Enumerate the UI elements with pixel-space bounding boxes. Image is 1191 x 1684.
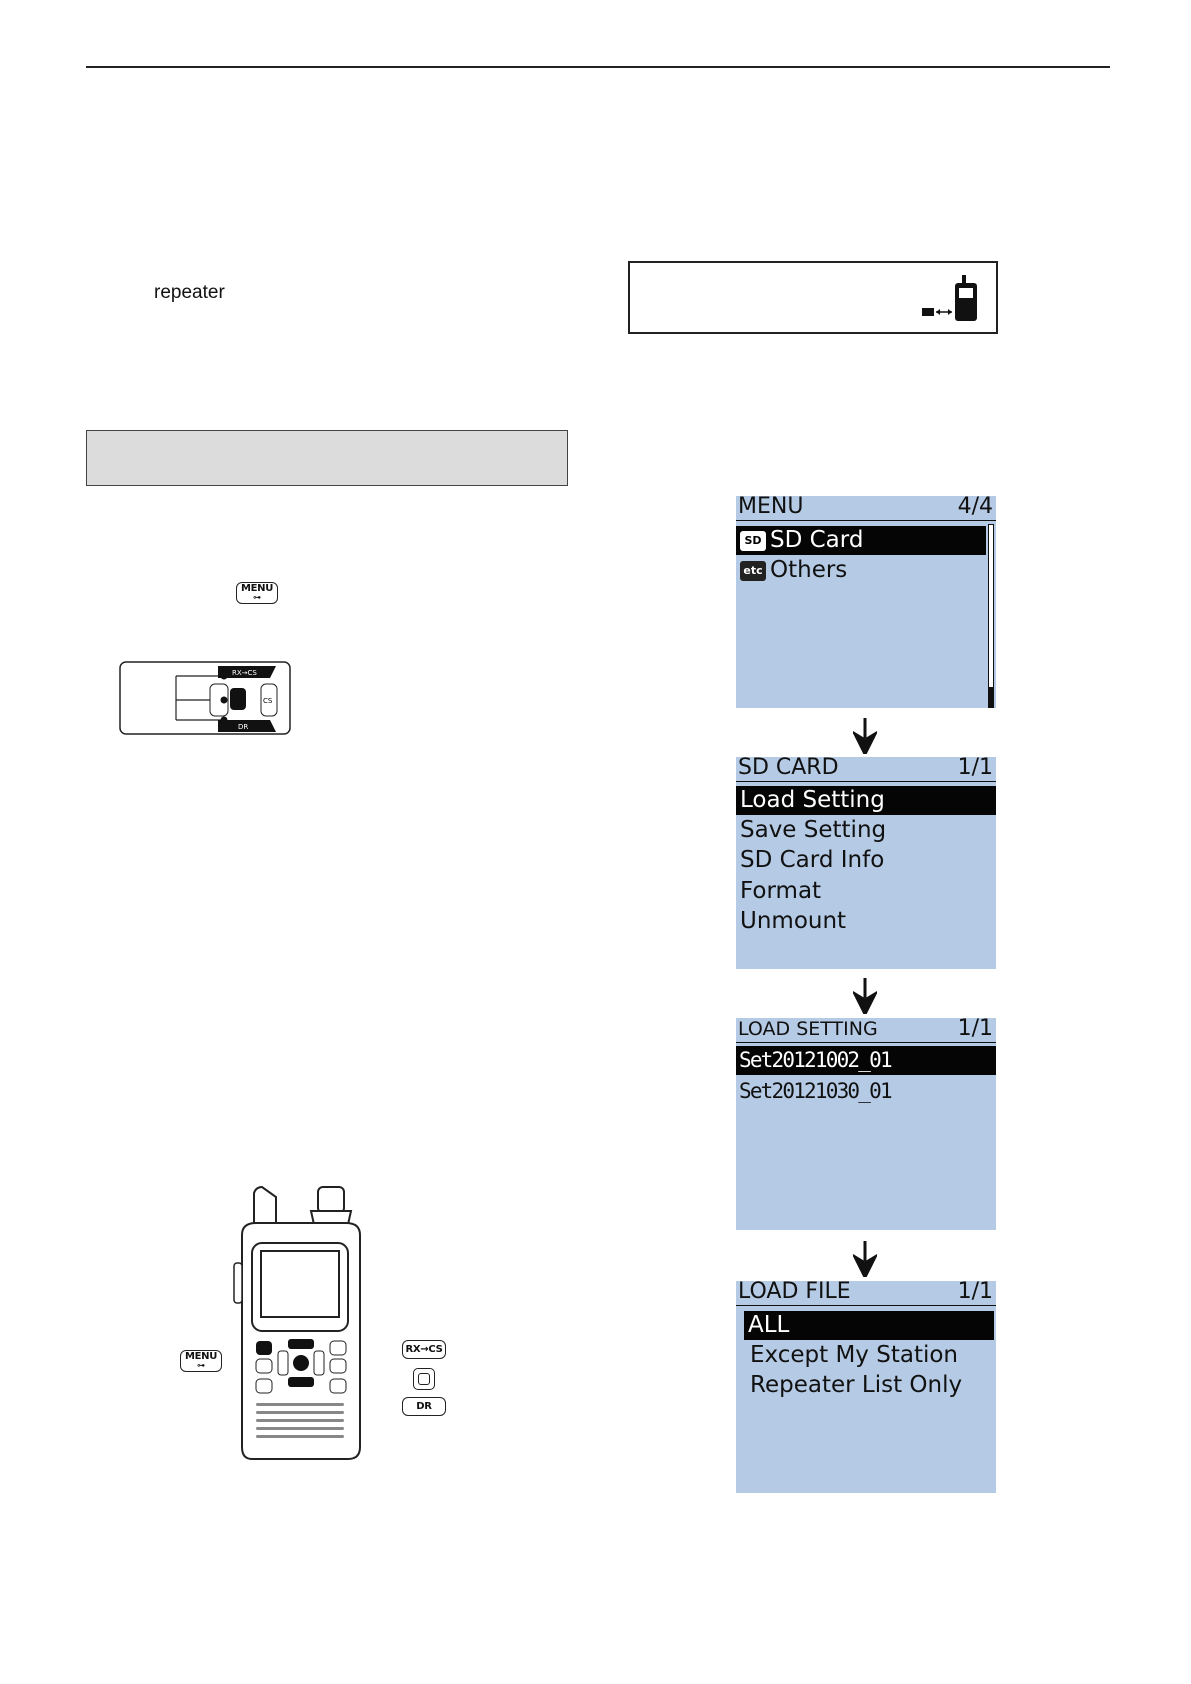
menu-item-label: Format bbox=[740, 878, 822, 904]
menu-item-others[interactable] bbox=[736, 556, 996, 585]
option-all[interactable] bbox=[744, 1311, 994, 1340]
menu-item-label: SD Card bbox=[770, 527, 864, 553]
menu-item-unmount[interactable] bbox=[736, 907, 996, 936]
screen-page: 1/1 bbox=[957, 757, 993, 780]
screen-title: LOAD SETTING bbox=[738, 1018, 878, 1040]
repeater-text: repeater bbox=[154, 282, 225, 303]
cs-label: CS bbox=[263, 697, 273, 705]
dr-label: DR bbox=[238, 723, 249, 731]
lcd-title-bar bbox=[736, 757, 996, 782]
rxcs-label: RX→CS bbox=[232, 669, 257, 677]
etc-icon: etc bbox=[740, 561, 766, 581]
down-arrow-icon bbox=[853, 978, 877, 1014]
option-repeater-list-only[interactable] bbox=[750, 1371, 996, 1400]
screen-page: 1/1 bbox=[957, 1281, 993, 1304]
option-label: ALL bbox=[748, 1312, 790, 1338]
screen-page: 1/1 bbox=[957, 1018, 993, 1041]
menu-item-format[interactable] bbox=[736, 877, 996, 906]
header-rule bbox=[86, 66, 1110, 68]
menu-item-label: Unmount bbox=[740, 908, 847, 934]
menu-item-label: Save Setting bbox=[740, 817, 887, 843]
transceiver-illustration bbox=[226, 1185, 372, 1461]
screen-title: MENU bbox=[738, 496, 804, 519]
file-item-set20121030[interactable] bbox=[736, 1077, 996, 1106]
lcd-sd-card-screen bbox=[736, 757, 996, 969]
file-item-label: Set20121002_01 bbox=[739, 1048, 891, 1072]
menu-item-label: Others bbox=[770, 557, 848, 583]
menu-item-save-setting[interactable] bbox=[736, 816, 996, 845]
menu-key-icon bbox=[180, 1350, 222, 1372]
menu-item-sd-card[interactable] bbox=[736, 526, 986, 555]
radio-sd-transfer-icon bbox=[922, 273, 982, 325]
screen-title: LOAD FILE bbox=[738, 1281, 851, 1304]
note-box bbox=[86, 430, 568, 486]
key-glyph-icon: ⊶ bbox=[253, 593, 261, 602]
dr-key-icon bbox=[402, 1397, 446, 1416]
dr-key-label: DR bbox=[416, 1400, 432, 1412]
down-arrow-icon bbox=[853, 1241, 877, 1277]
lcd-title-bar bbox=[736, 496, 996, 521]
lcd-load-file-screen bbox=[736, 1281, 996, 1493]
menu-item-sd-card-info[interactable] bbox=[736, 846, 996, 875]
lcd-title-bar bbox=[736, 1281, 996, 1306]
lcd-menu-screen bbox=[736, 496, 996, 708]
scrollbar[interactable] bbox=[988, 524, 994, 708]
lcd-title-bar bbox=[736, 1018, 996, 1043]
keypad-diagram bbox=[118, 660, 293, 736]
menu-item-label: Load Setting bbox=[740, 787, 885, 813]
rxcs-key-label: RX→CS bbox=[405, 1343, 443, 1355]
down-arrow-icon bbox=[853, 718, 877, 754]
section-header-box bbox=[628, 261, 998, 334]
key-glyph-icon: ⊶ bbox=[197, 1361, 205, 1370]
option-label: Except My Station bbox=[750, 1342, 958, 1368]
file-item-label: Set20121030_01 bbox=[739, 1079, 891, 1103]
lcd-load-setting-screen bbox=[736, 1018, 996, 1230]
screen-page: 4/4 bbox=[957, 496, 993, 519]
menu-key-icon bbox=[236, 582, 278, 604]
menu-item-load-setting[interactable] bbox=[736, 786, 996, 815]
menu-key-label: MENU bbox=[184, 1351, 218, 1362]
menu-key-label: MENU bbox=[240, 583, 274, 594]
screen-title: SD CARD bbox=[738, 757, 839, 780]
rxcs-key-icon bbox=[402, 1340, 446, 1359]
file-item-set20121002[interactable] bbox=[736, 1046, 996, 1075]
menu-item-label: SD Card Info bbox=[740, 847, 885, 873]
option-except-my-station[interactable] bbox=[750, 1341, 996, 1370]
center-key-icon bbox=[413, 1368, 435, 1390]
sd-card-icon: SD bbox=[740, 531, 766, 551]
option-label: Repeater List Only bbox=[750, 1372, 963, 1398]
